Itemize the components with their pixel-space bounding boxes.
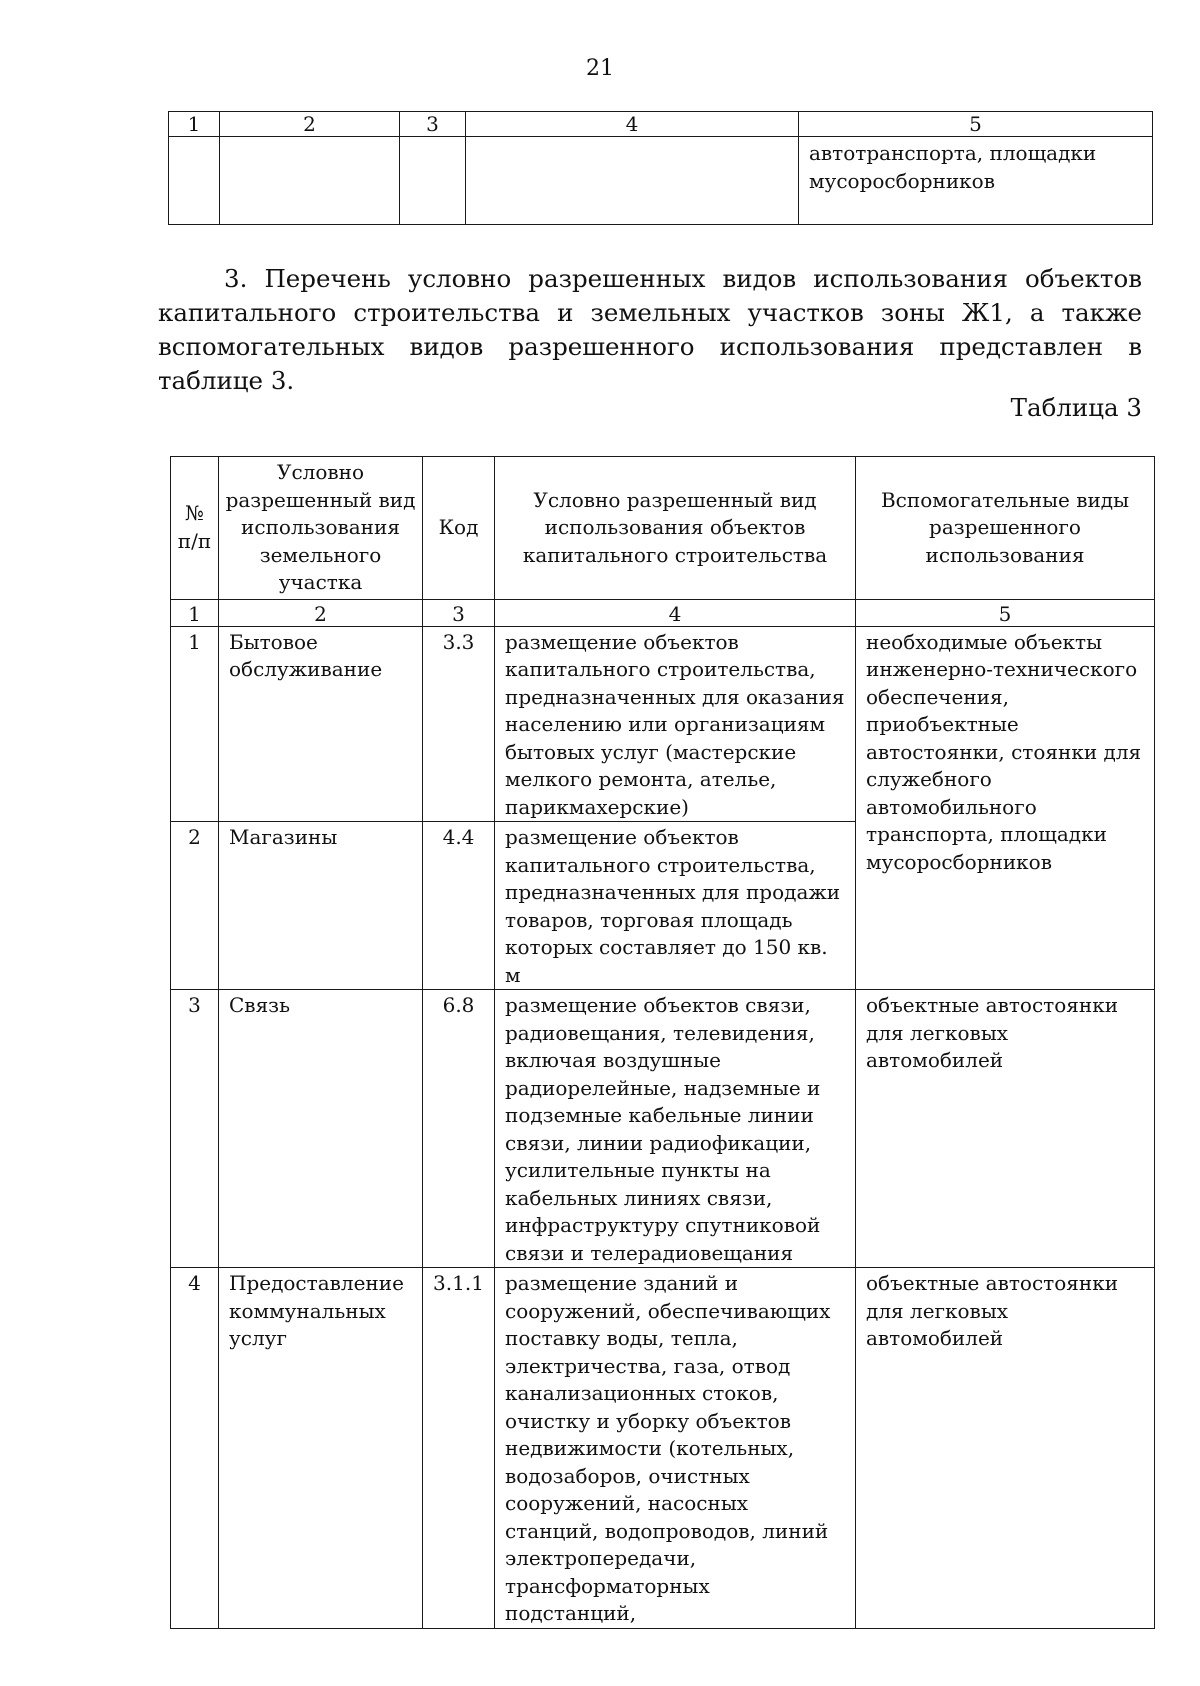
continuation-table bbox=[168, 111, 1153, 225]
intro-paragraph: 3. Перечень условно разрешенных видов использования объектов капитального строительства и земельных участков зоны Ж1, а также вспомогательных видов разрешенного использования представлен в таблице 3. bbox=[158, 264, 1142, 395]
column-number: 4 bbox=[495, 599, 856, 626]
capital-use-cell: размещение объектов капитального строительства, предназначенных для оказания населению или организациям бытовых услуг (мастерские мелкого ремонта, ателье, парикмахерские) bbox=[495, 626, 856, 822]
land-use-cell: Бытовое обслуживание bbox=[219, 626, 423, 822]
row-number: 1 bbox=[171, 626, 219, 822]
row-number: 4 bbox=[171, 1268, 219, 1629]
table-cell bbox=[220, 137, 400, 225]
header-capital-use: Условно разрешенный вид использования объектов капитального строительства bbox=[495, 457, 856, 600]
code-cell: 4.4 bbox=[423, 822, 495, 990]
header-code: Код bbox=[423, 457, 495, 600]
column-number: 3 bbox=[400, 112, 466, 137]
table-caption: Таблица 3 bbox=[1010, 393, 1142, 422]
table-row bbox=[171, 990, 1155, 1268]
column-number-row bbox=[171, 599, 1155, 626]
column-number: 1 bbox=[169, 112, 220, 137]
capital-use-cell: размещение зданий и сооружений, обеспечивающих поставку воды, тепла, электричества, газа, отвод канализационных стоков, очистку и уборку объектов недвижимости (котельных, водозаборов, очистных сооружений, насосных станций, водопроводов, линий электропередачи, трансформаторных подстанций, bbox=[495, 1268, 856, 1629]
table-row bbox=[171, 1268, 1155, 1629]
column-number: 5 bbox=[799, 112, 1153, 137]
header-land-use: Условно разрешенный вид использования земельного участка bbox=[219, 457, 423, 600]
land-use-cell: Предоставление коммунальных услуг bbox=[219, 1268, 423, 1629]
column-number: 4 bbox=[466, 112, 799, 137]
table-cell bbox=[466, 137, 799, 225]
capital-use-cell: размещение объектов капитального строительства, предназначенных для продажи товаров, торговая площадь которых составляет до 150 кв. м bbox=[495, 822, 856, 990]
auxiliary-cell: необходимые объекты инженерно-технического обеспечения, приобъектные автостоянки, стоянки для служебного автомобильного транспорта, площадки мусоросборников bbox=[856, 626, 1155, 990]
capital-use-cell: размещение объектов связи, радиовещания, телевидения, включая воздушные радиорелейные, надземные и подземные кабельные линии связи, линии радиофикации, усилительные пункты на кабельных линиях связи, инфраструктуру спутниковой связи и телерадиовещания bbox=[495, 990, 856, 1268]
table-cell bbox=[169, 137, 220, 225]
code-cell: 3.1.1 bbox=[423, 1268, 495, 1629]
table-cell: автотранспорта, площадки мусоросборников bbox=[799, 137, 1153, 225]
column-number: 3 bbox=[423, 599, 495, 626]
table-row bbox=[169, 137, 1153, 225]
table-row bbox=[171, 626, 1155, 822]
header-row bbox=[171, 457, 1155, 600]
permitted-use-table bbox=[170, 456, 1155, 1629]
table-cell bbox=[400, 137, 466, 225]
row-number: 2 bbox=[171, 822, 219, 990]
header-num: № п/п bbox=[171, 457, 219, 600]
land-use-cell: Магазины bbox=[219, 822, 423, 990]
code-cell: 6.8 bbox=[423, 990, 495, 1268]
auxiliary-cell: объектные автостоянки для легковых автомобилей bbox=[856, 1268, 1155, 1629]
page-number: 21 bbox=[586, 56, 614, 81]
column-number: 2 bbox=[220, 112, 400, 137]
land-use-cell: Связь bbox=[219, 990, 423, 1268]
header-auxiliary: Вспомогательные виды разрешенного использования bbox=[856, 457, 1155, 600]
column-number: 2 bbox=[219, 599, 423, 626]
column-number-row bbox=[169, 112, 1153, 137]
column-number: 1 bbox=[171, 599, 219, 626]
code-cell: 3.3 bbox=[423, 626, 495, 822]
auxiliary-cell: объектные автостоянки для легковых автомобилей bbox=[856, 990, 1155, 1268]
column-number: 5 bbox=[856, 599, 1155, 626]
row-number: 3 bbox=[171, 990, 219, 1268]
